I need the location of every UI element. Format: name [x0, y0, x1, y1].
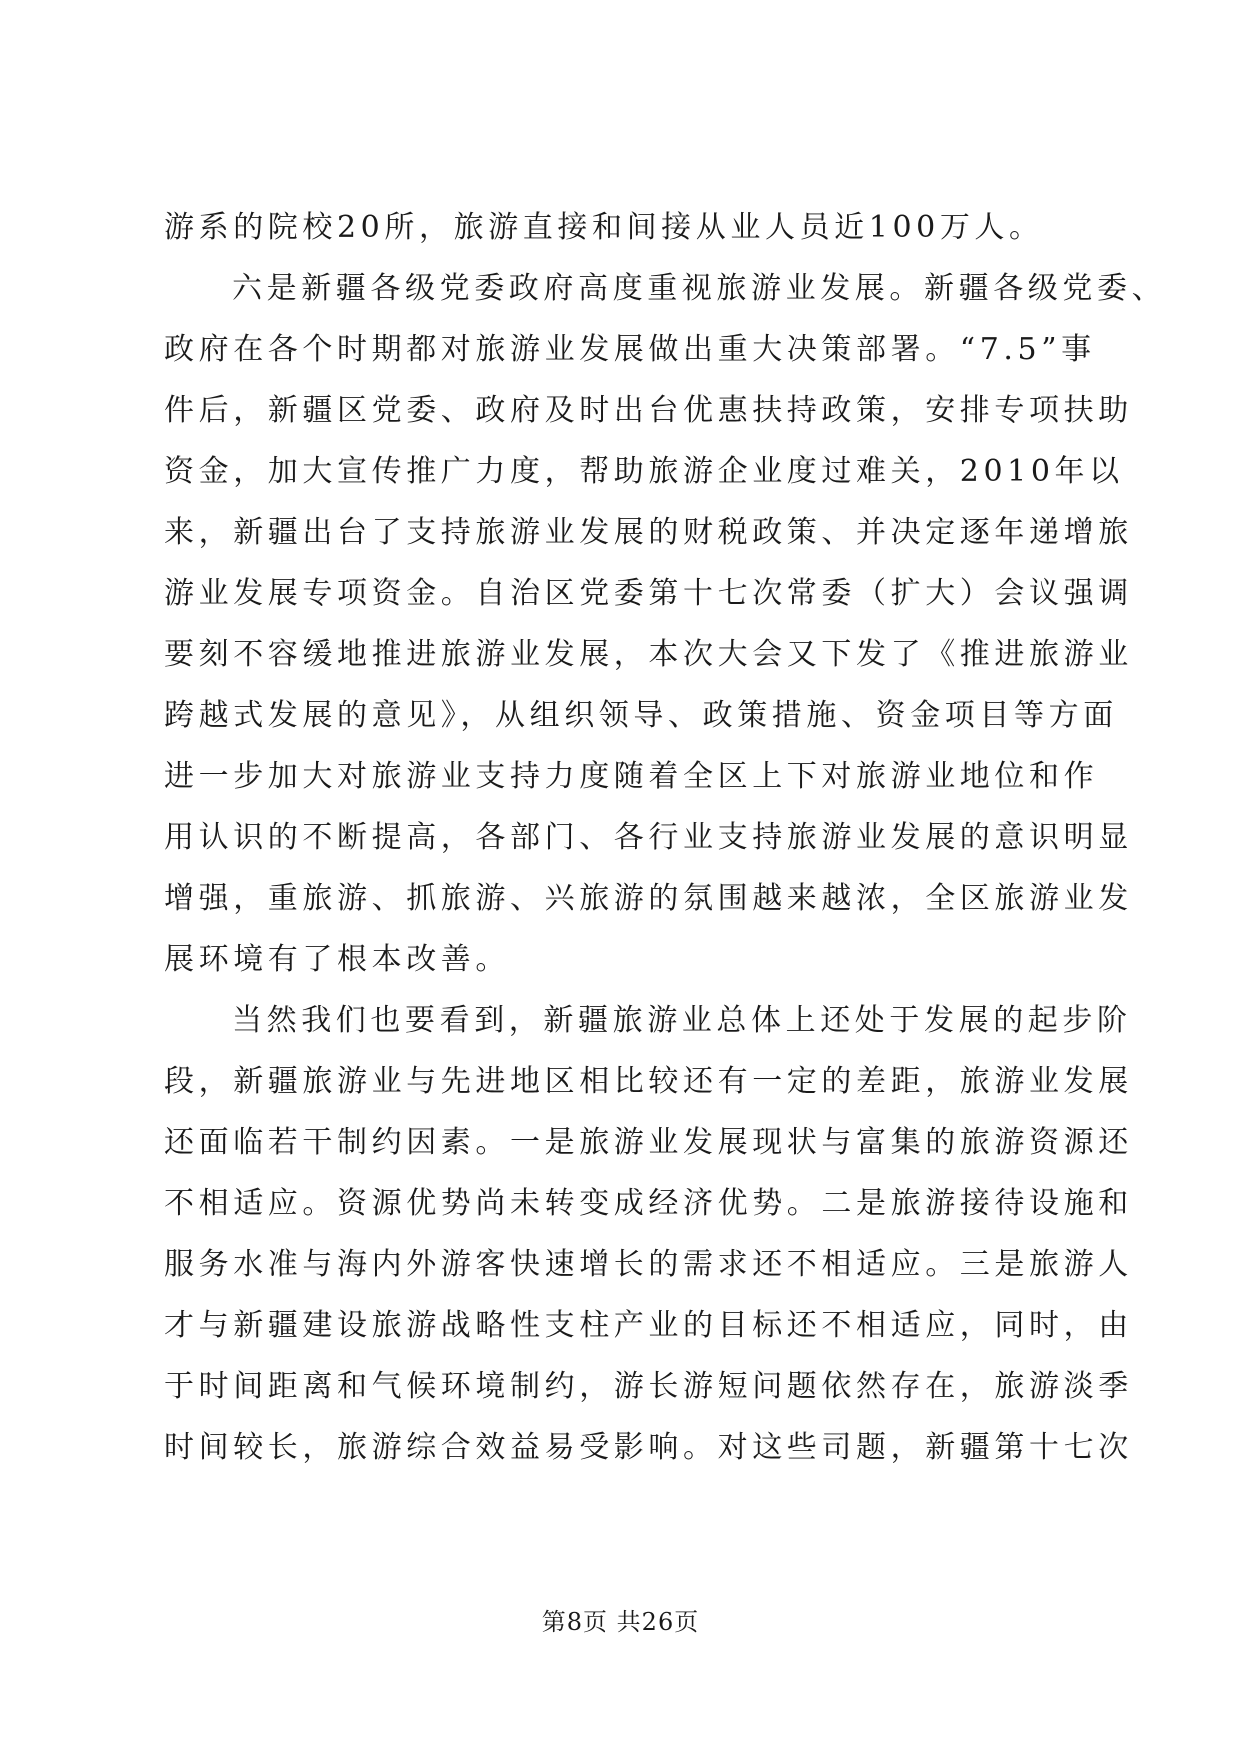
- text-line-21: 时间较长，旅游综合效益易受影响。对这些司题，新疆第十七次: [164, 1430, 1133, 1465]
- text-line-8: 要刻不容缓地推进旅游业发展，本次大会又下发了《推进旅游业: [164, 637, 1133, 672]
- text-line-16: 还面临若干制约因素。一是旅游业发展现状与富集的旅游资源还: [164, 1125, 1133, 1160]
- text-line-18: 服务水准与海内外游客快速增长的需求还不相适应。三是旅游人: [164, 1247, 1133, 1282]
- text-line-4: 件后，新疆区党委、政府及时出台优惠扶持政策，安排专项扶助: [164, 393, 1133, 428]
- page-number-footer: 第8页 共26页: [541, 1608, 700, 1636]
- text-line-17: 不相适应。资源优势尚未转变成经济优势。二是旅游接待设施和: [164, 1186, 1133, 1221]
- text-line-3: 政府在各个时期都对旅游业发展做出重大决策部署。“7.5”事: [164, 332, 1096, 367]
- text-line-6: 来，新疆出台了支持旅游业发展的财税政策、并决定逐年递增旅: [164, 515, 1133, 550]
- paragraph-start-line-2: 六是新疆各级党委政府高度重视旅游业发展。新疆各级党委、: [232, 271, 1167, 306]
- text-line-19: 才与新疆建设旅游战略性支柱产业的目标还不相适应，同时，由: [164, 1308, 1133, 1343]
- text-line-1: 游系的院校20所，旅游直接和间接从业人员近100万人。: [164, 210, 1044, 245]
- text-line-9: 跨越式发展的意见》，从组织领导、政策措施、资金项目等方面: [164, 698, 1118, 733]
- text-line-15: 段，新疆旅游业与先进地区相比较还有一定的差距，旅游业发展: [164, 1064, 1133, 1099]
- text-line-12: 增强，重旅游、抓旅游、兴旅游的氛围越来越浓，全区旅游业发: [164, 881, 1133, 916]
- text-line-13: 展环境有了根本改善。: [164, 942, 510, 977]
- text-line-7: 游业发展专项资金。自治区党委第十七次常委（扩大）会议强调: [164, 576, 1133, 611]
- paragraph-start-line-14: 当然我们也要看到，新疆旅游业总体上还处于发展的起步阶: [232, 1003, 1132, 1038]
- text-line-5: 资金，加大宣传推广力度，帮助旅游企业度过难关，2010年以: [164, 454, 1124, 489]
- text-line-11: 用认识的不断提高，各部门、各行业支持旅游业发展的意识明显: [164, 820, 1133, 855]
- text-line-10: 进一步加大对旅游业支持力度随着全区上下对旅游业地位和作: [164, 759, 1099, 794]
- text-line-20: 于时间距离和气候环境制约，游长游短问题依然存在，旅游淡季: [164, 1369, 1133, 1404]
